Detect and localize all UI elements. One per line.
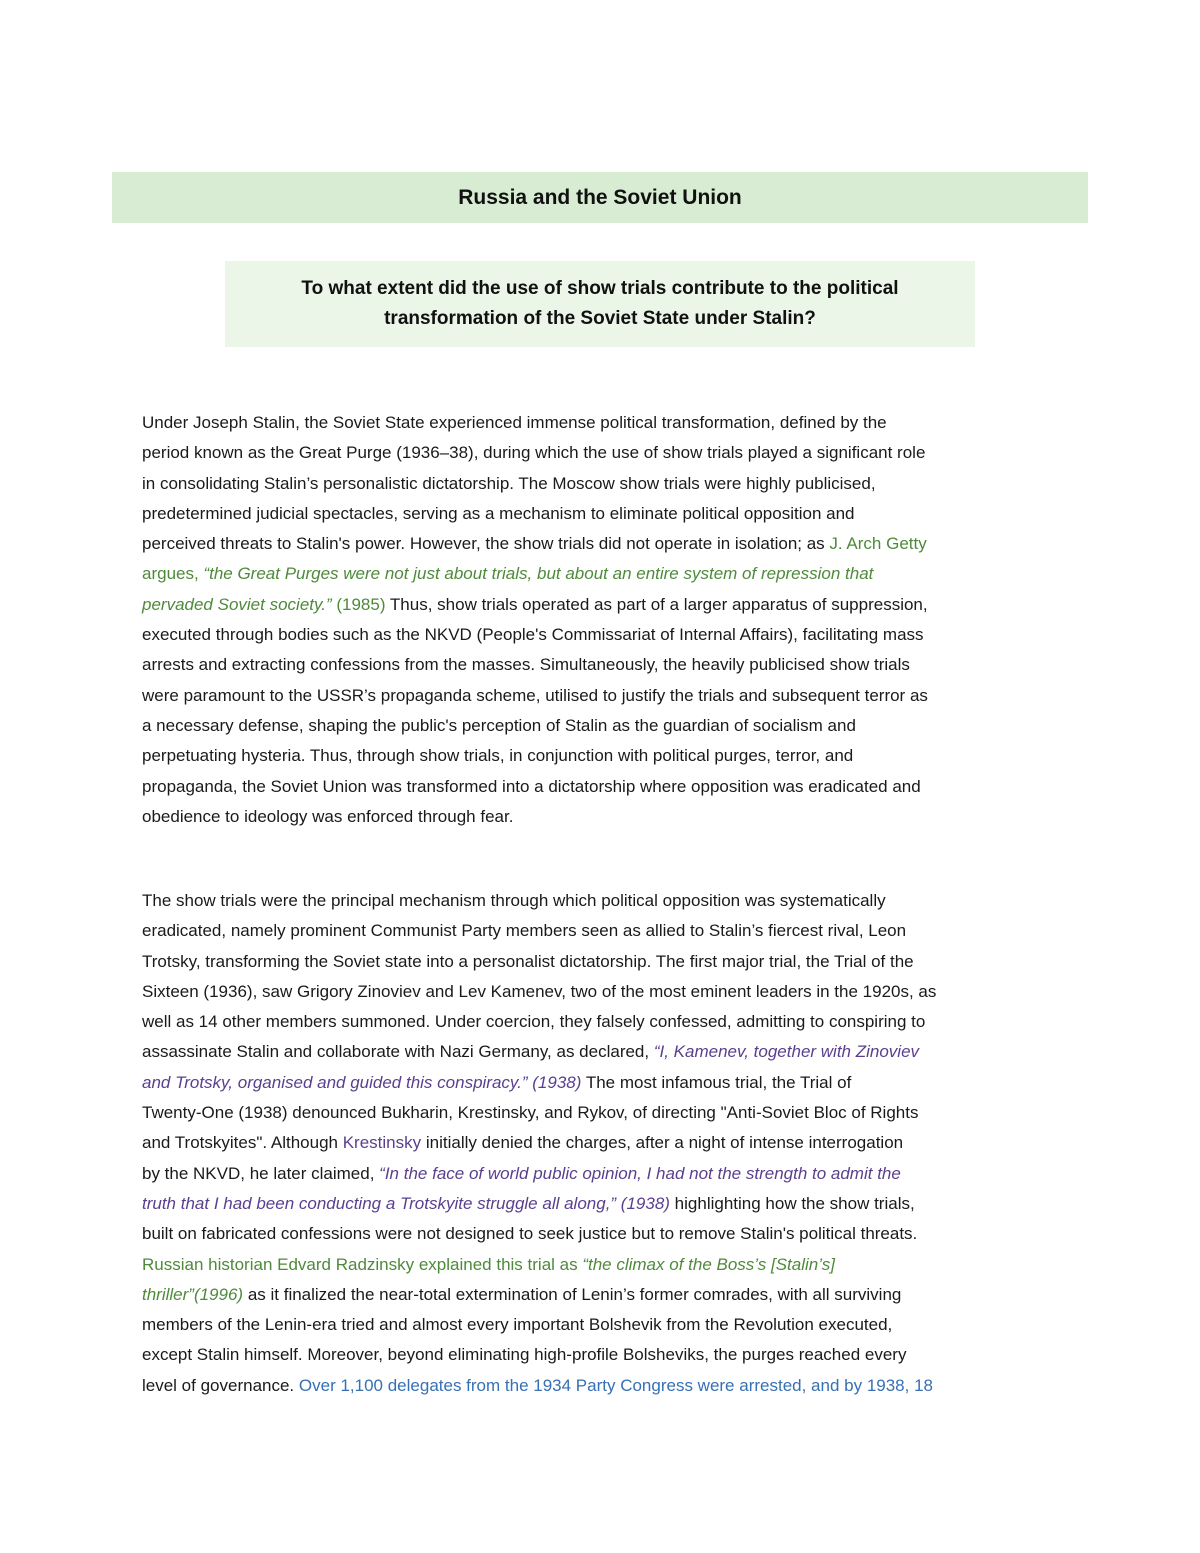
essay-question-line: transformation of the Soviet State under Stalin? <box>384 308 816 329</box>
quote-krestinsky: truth that I had been conducting a Trotskyite struggle all along,” (1938) <box>142 1193 670 1213</box>
text-span: assassinate Stalin and collaborate with Nazi Germany, as declared, <box>142 1042 654 1062</box>
text-line: predetermined judicial spectacles, serving as a mechanism to eliminate political opposition and <box>142 503 855 523</box>
text-line: in consolidating Stalin’s personalistic dictatorship. The Moscow show trials were highly publicised, <box>142 473 876 493</box>
text-span: highlighting how the show trials, <box>669 1193 915 1213</box>
citation-year: (1985) <box>331 594 386 614</box>
citation-author: J. Arch Getty <box>829 534 927 554</box>
text-line: eradicated, namely prominent Communist Party members seen as allied to Stalin’s fiercest rival, Leon <box>142 921 907 941</box>
text-line: except Stalin himself. Moreover, beyond eliminating high-profile Bolsheviks, the purges reached every <box>142 1345 907 1365</box>
text-span: as it finalized the near-total extermination of Lenin’s former comrades, with all surviving <box>243 1284 902 1304</box>
text-line <box>142 590 1072 620</box>
text-line: Trotsky, transforming the Soviet state into a personalist dictatorship. The first major trial, the Trial of the <box>142 951 914 971</box>
text-line: period known as the Great Purge (1936–38), during which the use of show trials played a significant role <box>142 443 926 463</box>
paragraph-introduction <box>142 408 1072 832</box>
text-line <box>142 1159 1072 1189</box>
essay-question-box <box>225 261 975 347</box>
text-line <box>142 559 1072 589</box>
essay-question-line: To what extent did the use of show trials contribute to the political <box>301 278 899 299</box>
citation-quote: “the Great Purges were not just about trials, but about an entire system of repression that <box>203 564 874 584</box>
text-line <box>142 1068 1072 1098</box>
text-line <box>142 1250 1072 1280</box>
text-line: a necessary defense, shaping the public's perception of Stalin as the guardian of socialism and <box>142 715 856 735</box>
citation-text: argues, <box>142 564 204 584</box>
quote-radzinsky: thriller”(1996) <box>142 1284 244 1304</box>
statistic-highlight: Over 1,100 delegates from the 1934 Party Congress were arrested, and by 1938, 18 <box>298 1375 933 1395</box>
text-line <box>142 1371 1072 1401</box>
title-banner <box>112 172 1088 223</box>
quote-krestinsky: “In the face of world public opinion, I had not the strength to admit the <box>379 1163 901 1183</box>
text-line <box>142 1280 1072 1310</box>
text-line: perpetuating hysteria. Thus, through show trials, in conjunction with political purges, terror, and <box>142 746 854 766</box>
text-span: Thus, show trials operated as part of a larger apparatus of suppression, <box>385 594 928 614</box>
text-line: were paramount to the USSR’s propaganda scheme, utilised to justify the trials and subsequent terror as <box>142 685 928 705</box>
text-line: propaganda, the Soviet Union was transformed into a dictatorship where opposition was eradicated and <box>142 776 921 796</box>
text-line: arrests and extracting confessions from the masses. Simultaneously, the heavily publicised show trials <box>142 655 910 675</box>
text-span: by the NKVD, he later claimed, <box>142 1163 380 1183</box>
page-title: Russia and the Soviet Union <box>458 185 742 209</box>
quote-radzinsky: “the climax of the Boss’s [Stalin’s] <box>582 1254 835 1274</box>
quote-kamenev: “I, Kamenev, together with Zinoviev <box>653 1042 920 1062</box>
text-line <box>142 1128 1072 1158</box>
text-line: members of the Lenin-era tried and almost every important Bolshevik from the Revolution executed, <box>142 1315 893 1335</box>
quote-kamenev: and Trotsky, organised and guided this conspiracy.” (1938) <box>142 1072 582 1092</box>
text-span: and Trotskyites". Although <box>142 1133 343 1153</box>
text-line: Twenty-One (1938) denounced Bukharin, Krestinsky, and Rykov, of directing "Anti-Soviet Bloc of Rights <box>142 1103 919 1123</box>
text-line: obedience to ideology was enforced through fear. <box>142 806 514 826</box>
text-span: initially denied the charges, after a night of intense interrogation <box>421 1133 904 1153</box>
text-span: level of governance. <box>142 1375 299 1395</box>
citation-radzinsky: Russian historian Edvard Radzinsky explained this trial as <box>142 1254 583 1274</box>
text-line <box>142 1189 1072 1219</box>
text-line: Under Joseph Stalin, the Soviet State experienced immense political transformation, defined by the <box>142 413 887 432</box>
text-line: well as 14 other members summoned. Under coercion, they falsely confessed, admitting to conspiring to <box>142 1012 926 1032</box>
text-span: perceived threats to Stalin's power. However, the show trials did not operate in isolation; as <box>142 534 830 554</box>
text-line: executed through bodies such as the NKVD (People's Commissariat of Internal Affairs), facilitating mass <box>142 625 924 645</box>
text-span: The most infamous trial, the Trial of <box>581 1072 852 1092</box>
text-line: The show trials were the principal mechanism through which political opposition was systematically <box>142 891 886 910</box>
essay-question <box>301 274 898 334</box>
paragraph-show-trials <box>142 886 1072 1401</box>
text-line <box>142 1037 1072 1067</box>
citation-quote: pervaded Soviet society.” <box>142 594 332 614</box>
text-line <box>142 529 1072 559</box>
text-line: built on fabricated confessions were not designed to seek justice but to remove Stalin's political threats. <box>142 1224 918 1244</box>
name-krestinsky: Krestinsky <box>342 1133 422 1153</box>
text-line: Sixteen (1936), saw Grigory Zinoviev and Lev Kamenev, two of the most eminent leaders in the 1920s, as <box>142 981 937 1001</box>
